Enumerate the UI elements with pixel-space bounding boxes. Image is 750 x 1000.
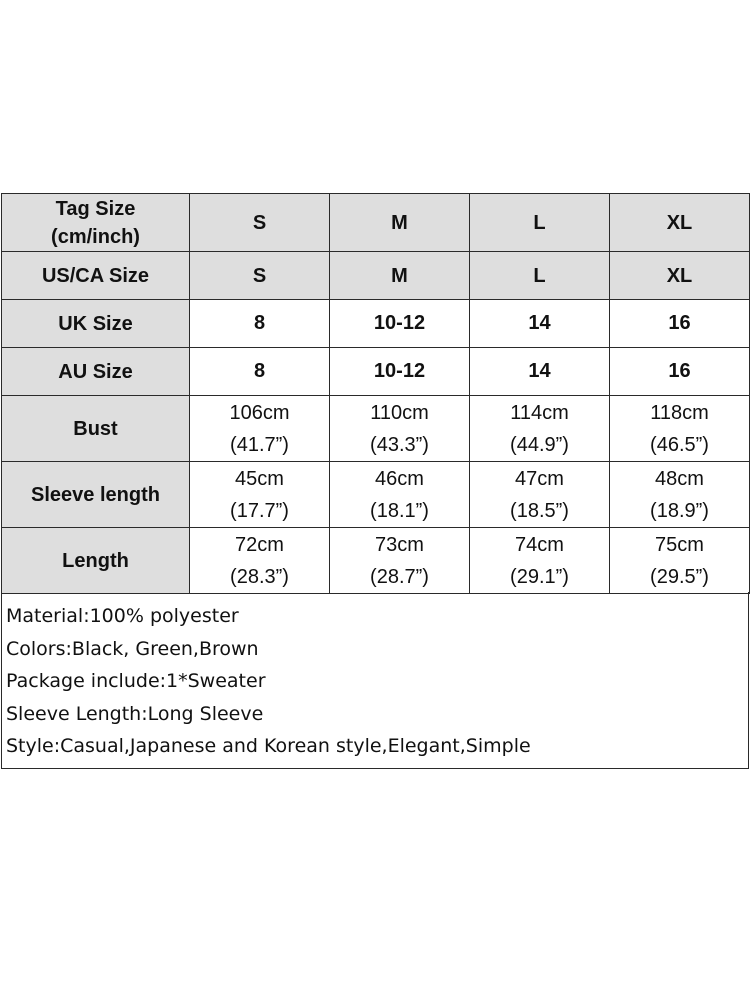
- length-m-cm: 73cm: [375, 533, 424, 556]
- length-l-inch: (29.1”): [510, 565, 569, 588]
- tag-size-label-line2: (cm/inch): [51, 225, 140, 248]
- sleeve-s: [190, 462, 330, 528]
- bust-l: [470, 396, 610, 462]
- tag-size-label: [2, 194, 190, 252]
- uk-size-s: 8: [190, 300, 330, 348]
- bust-m-inch: (43.3”): [370, 433, 429, 456]
- us-ca-size-label: US/CA Size: [2, 252, 190, 300]
- us-ca-size-l: L: [470, 252, 610, 300]
- sleeve-length-note: Sleeve Length:Long Sleeve: [6, 702, 264, 725]
- sleeve-xl-cm: 48cm: [655, 467, 704, 490]
- sleeve-m-inch: (18.1”): [370, 499, 429, 522]
- sleeve-m-cm: 46cm: [375, 467, 424, 490]
- sleeve-length-label: Sleeve length: [2, 462, 190, 528]
- bust-label: Bust: [2, 396, 190, 462]
- bust-l-cm: 114cm: [510, 401, 569, 424]
- length-s-inch: (28.3”): [230, 565, 289, 588]
- size-chart-table: [1, 193, 750, 594]
- au-size-s: 8: [190, 348, 330, 396]
- sleeve-l-inch: (18.5”): [510, 499, 569, 522]
- au-size-row: [2, 348, 750, 396]
- sleeve-xl-inch: (18.9”): [650, 499, 709, 522]
- sleeve-m: [330, 462, 470, 528]
- length-xl: [610, 528, 750, 594]
- tag-size-row: [2, 194, 750, 252]
- uk-size-row: [2, 300, 750, 348]
- bust-xl-inch: (46.5”): [650, 433, 709, 456]
- bust-m-cm: 110cm: [370, 401, 429, 424]
- length-m: [330, 528, 470, 594]
- sleeve-s-cm: 45cm: [235, 467, 284, 490]
- us-ca-size-m: M: [330, 252, 470, 300]
- uk-size-xl: 16: [610, 300, 750, 348]
- length-s: [190, 528, 330, 594]
- bust-l-inch: (44.9”): [510, 433, 569, 456]
- uk-size-label: UK Size: [2, 300, 190, 348]
- sleeve-l-cm: 47cm: [515, 467, 564, 490]
- length-xl-inch: (29.5”): [650, 565, 709, 588]
- length-m-inch: (28.7”): [370, 565, 429, 588]
- product-notes: [1, 592, 749, 769]
- bust-row: [2, 396, 750, 462]
- au-size-label: AU Size: [2, 348, 190, 396]
- tag-size-xl: XL: [610, 194, 750, 252]
- bust-m: [330, 396, 470, 462]
- au-size-xl: 16: [610, 348, 750, 396]
- length-label: Length: [2, 528, 190, 594]
- tag-size-l: L: [470, 194, 610, 252]
- us-ca-size-xl: XL: [610, 252, 750, 300]
- style-note: Style:Casual,Japanese and Korean style,Elegant,Simple: [6, 735, 531, 757]
- tag-size-label-line1: Tag Size: [55, 197, 136, 220]
- tag-size-s: S: [190, 194, 330, 252]
- au-size-l: 14: [470, 348, 610, 396]
- material-note: Material:100% polyester: [6, 605, 239, 627]
- uk-size-m: 10-12: [330, 300, 470, 348]
- au-size-m: 10-12: [330, 348, 470, 396]
- length-l-cm: 74cm: [515, 533, 564, 556]
- length-s-cm: 72cm: [235, 533, 284, 556]
- length-l: [470, 528, 610, 594]
- colors-note: Colors:Black, Green,Brown: [6, 637, 259, 660]
- tag-size-m: M: [330, 194, 470, 252]
- length-xl-cm: 75cm: [655, 533, 704, 556]
- bust-s: [190, 396, 330, 462]
- package-note: Package include:1*Sweater: [6, 670, 266, 692]
- sleeve-l: [470, 462, 610, 528]
- sleeve-length-row: [2, 462, 750, 528]
- us-ca-size-s: S: [190, 252, 330, 300]
- bust-xl-cm: 118cm: [650, 401, 709, 424]
- length-row: [2, 528, 750, 594]
- sleeve-s-inch: (17.7”): [230, 499, 289, 522]
- us-ca-size-row: [2, 252, 750, 300]
- sleeve-xl: [610, 462, 750, 528]
- bust-s-inch: (41.7”): [230, 433, 289, 456]
- bust-xl: [610, 396, 750, 462]
- bust-s-cm: 106cm: [229, 401, 290, 424]
- uk-size-l: 14: [470, 300, 610, 348]
